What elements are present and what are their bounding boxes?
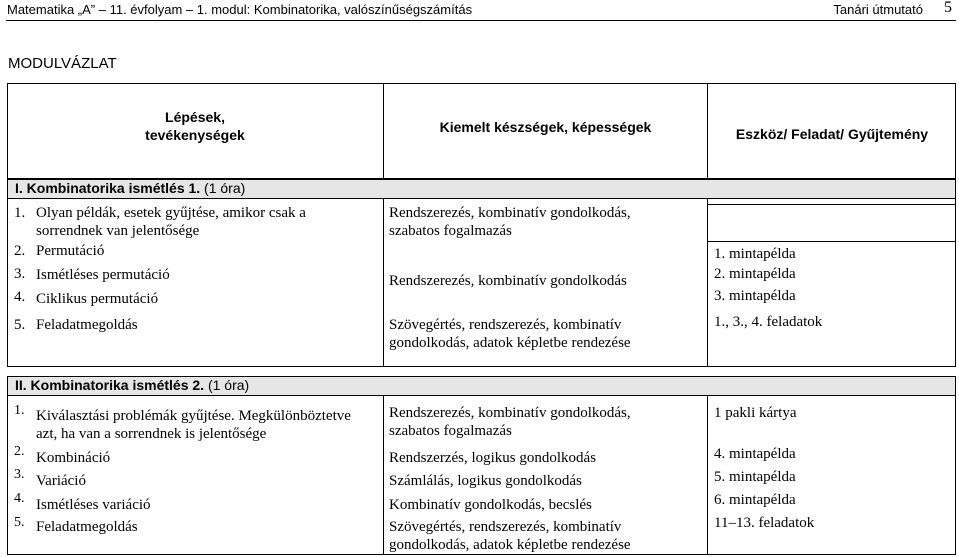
s2-row1-skill <box>389 404 631 440</box>
section-1-divider-1 <box>383 199 384 367</box>
s2-row4-step: Ismétléses variáció <box>36 497 151 513</box>
s1-row4-tool: 3. mintapélda <box>714 288 796 304</box>
section-2-divider-2 <box>707 395 708 555</box>
s2-row3-number: 3. <box>14 467 25 482</box>
running-header <box>0 0 959 18</box>
s2-row1-number: 1. <box>14 403 25 418</box>
s1-row1-skill-line1: Rendszerezés, kombinatív gondolkodás, <box>389 205 631 221</box>
header-left-text: Matematika „A” – 11. évfolyam – 1. modul: Kombinatorika, valószínűségszámítás <box>7 2 473 17</box>
s1-row5-skill-line1: Szövegértés, rendszerezés, kombinatív <box>389 317 622 333</box>
s2-row5-step: Feladatmegoldás <box>36 519 138 535</box>
s2-row2-skill: Rendszerzés, logikus gondolkodás <box>389 450 597 466</box>
s2-row3-skill: Számlálás, logikus gondolkodás <box>389 473 582 489</box>
section-1-title <box>7 179 956 199</box>
column-header-steps-line2: tevékenységek <box>145 127 245 143</box>
column-header-skills: Kiemelt készségek, képességek <box>439 119 652 135</box>
s1-row4-number: 4. <box>14 289 26 305</box>
s2-row1-step-line2: azt, ha van a sorrendnek is jelentősége <box>36 426 267 442</box>
s1-row3-number: 3. <box>14 266 26 282</box>
header-right-text: Tanári útmutató <box>833 2 923 17</box>
s1-row5-number: 5. <box>14 317 26 333</box>
s2-row2-number: 2. <box>14 444 25 459</box>
s1-row5-skill <box>389 316 631 352</box>
column-header-tools: Eszköz/ Feladat/ Gyűjtemény <box>735 126 929 142</box>
s2-row1-step <box>36 407 351 443</box>
page-number: 5 <box>944 0 952 16</box>
s1-row2-tool: 1. mintapélda <box>714 246 796 262</box>
s2-row2-tool: 4. mintapélda <box>714 446 796 462</box>
s2-row5-number: 5. <box>14 515 25 530</box>
s1-row1-tool-cell <box>707 204 956 242</box>
s2-row4-tool: 6. mintapélda <box>714 492 796 508</box>
section-2-divider-1 <box>383 395 384 555</box>
section-2-title-duration: (1 óra) <box>204 377 250 393</box>
s2-row1-skill-line2: szabatos fogalmazás <box>389 423 512 439</box>
s1-row1-step <box>36 204 306 240</box>
s1-row1-step-line1: Olyan példák, esetek gyűjtése, amikor csak a <box>36 205 306 221</box>
s1-row3-skill: Rendszerezés, kombinatív gondolkodás <box>389 273 627 289</box>
s2-row1-skill-line1: Rendszerezés, kombinatív gondolkodás, <box>389 405 631 421</box>
s1-row5-tool: 1., 3., 4. feladatok <box>714 314 823 330</box>
s1-row5-skill-line2: gondolkodás, adatok képletbe rendezése <box>389 335 631 351</box>
s1-row5-step: Feladatmegoldás <box>36 317 138 333</box>
s2-row5-skill <box>389 518 631 554</box>
s1-row2-number: 2. <box>14 243 26 259</box>
s2-row1-step-line1: Kiválasztási problémák gyűjtése. Megkülönböztetve <box>36 408 351 424</box>
s1-row1-skill <box>389 204 631 240</box>
section-2-title-bold: II. Kombinatorika ismétlés 2. <box>15 377 205 393</box>
s2-row5-skill-line2: gondolkodás, adatok képletbe rendezése <box>389 537 631 553</box>
s2-row5-tool: 11–13. feladatok <box>714 515 815 531</box>
section-1-title-bold: I. Kombinatorika ismétlés 1. <box>15 180 201 196</box>
header-rule <box>6 20 956 21</box>
section-1-title-duration: (1 óra) <box>200 180 246 196</box>
column-header-steps-line1: Lépések, <box>165 109 225 125</box>
s1-row3-step: Ismétléses permutáció <box>36 267 170 283</box>
s2-row5-skill-line1: Szövegértés, rendszerezés, kombinatív <box>389 519 622 535</box>
s1-row1-step-line2: sorrendnek van jelentősége <box>36 223 200 239</box>
s1-row1-skill-line2: szabatos fogalmazás <box>389 223 512 239</box>
s2-row4-number: 4. <box>14 491 25 506</box>
s2-row3-tool: 5. mintapélda <box>714 469 796 485</box>
section-2-title <box>7 376 956 396</box>
s1-row3-tool: 2. mintapélda <box>714 266 796 282</box>
s2-row3-step: Variáció <box>36 473 86 489</box>
s1-row2-step: Permutáció <box>36 243 105 259</box>
s1-row1-number: 1. <box>14 205 26 221</box>
s2-row4-skill: Kombinatív gondolkodás, becslés <box>389 497 592 513</box>
page-title: MODULVÁZLAT <box>8 55 117 72</box>
s1-row4-step: Ciklikus permutáció <box>36 291 159 307</box>
s2-row1-tool: 1 pakli kártya <box>714 405 797 421</box>
column-header-steps <box>7 108 383 144</box>
s2-row2-step: Kombináció <box>36 450 111 466</box>
